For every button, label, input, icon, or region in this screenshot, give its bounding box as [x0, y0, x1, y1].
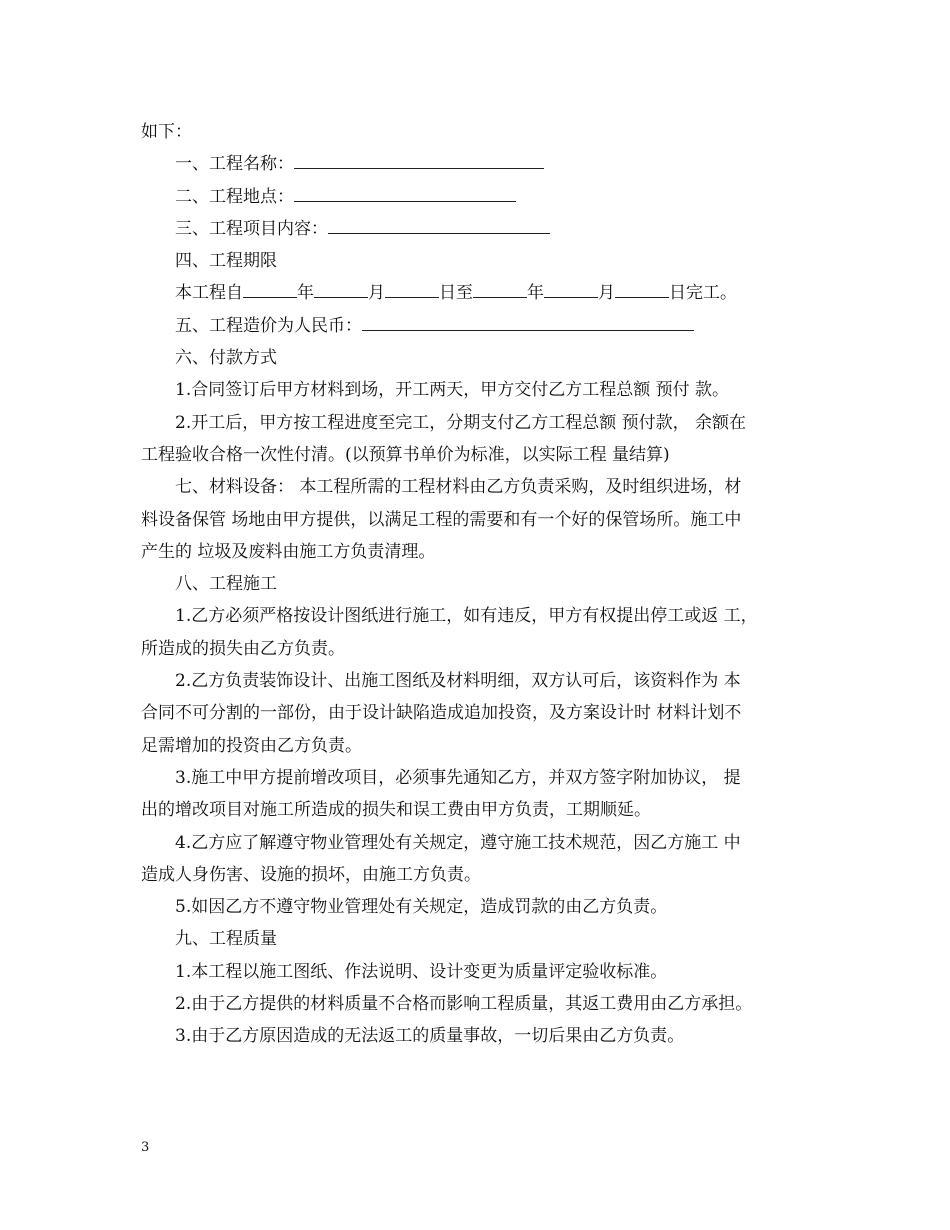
- period-prefix: 本工程自: [175, 283, 243, 304]
- text-line: 如下：: [141, 122, 192, 142]
- text-line: 出的增改项目对施工所造成的损失和误工费由甲方负责，工期顺延。: [141, 800, 651, 821]
- period-month: 月: [368, 283, 385, 304]
- period-end: 日完工。: [669, 283, 737, 304]
- blank-underline[interactable]: [243, 280, 297, 298]
- blank-underline[interactable]: [294, 151, 544, 169]
- field-label: 一、工程名称：: [175, 154, 294, 175]
- field-project-period: [141, 277, 817, 309]
- blank-underline[interactable]: [544, 280, 598, 298]
- text-line: 料设备保管 场地由甲方提供，以满足工程的需要和有一个好的保管场所。施工中: [141, 509, 742, 530]
- field-project-content: [141, 213, 817, 245]
- text-line: 工程验收合格一次性付清。(以预算书单价为标准，以实际工程 量结算): [141, 444, 670, 465]
- blank-underline[interactable]: [473, 280, 527, 298]
- text-line: 2.开工后，甲方按工程进度至完工，分期支付乙方工程总额 预付款， 余额在: [175, 412, 747, 433]
- field-project-name: [141, 148, 817, 180]
- section-heading: 八、工程施工: [175, 574, 277, 595]
- blank-underline[interactable]: [362, 313, 694, 331]
- text-line: 七、材料设备： 本工程所需的工程材料由乙方负责采购，及时组织进场，材: [175, 477, 742, 498]
- page-number: 3: [141, 1140, 150, 1155]
- field-project-cost: [141, 310, 817, 342]
- period-month: 月: [598, 283, 615, 304]
- text-line: 所造成的损失由乙方负责。: [141, 638, 345, 659]
- text-line: 1.乙方必须严格按设计图纸进行施工，如有违反，甲方有权提出停工或返 工，: [175, 606, 758, 627]
- text-line: 3.施工中甲方提前增改项目，必须事先通知乙方，并双方签字附加协议， 提: [175, 767, 741, 788]
- section-heading: 六、付款方式: [175, 348, 277, 369]
- field-label: 二、工程地点：: [175, 186, 294, 207]
- period-year: 年: [297, 283, 314, 304]
- blank-underline[interactable]: [314, 280, 368, 298]
- field-label: 五、工程造价为人民币：: [175, 315, 362, 336]
- blank-underline[interactable]: [385, 280, 439, 298]
- text-line: 造成人身伤害、设施的损坏，由施工方负责。: [141, 864, 481, 885]
- field-label: 三、工程项目内容：: [175, 218, 328, 239]
- document-body: [141, 116, 817, 1053]
- section-heading: 四、工程期限: [175, 251, 277, 272]
- section-heading: 九、工程质量: [175, 929, 277, 950]
- text-line: 2.乙方负责装饰设计、出施工图纸及材料明细，双方认可后，该资料作为 本: [175, 671, 741, 692]
- blank-underline[interactable]: [294, 184, 516, 202]
- text-line: 1.合同签订后甲方材料到场，开工两天，甲方交付乙方工程总额 预付 款。: [175, 380, 730, 401]
- text-line: 5.如因乙方不遵守物业管理处有关规定，造成罚款的由乙方负责。: [175, 897, 668, 918]
- text-line: 4.乙方应了解遵守物业管理处有关规定，遵守施工技术规范，因乙方施工 中: [175, 832, 741, 853]
- period-day-to: 日至: [439, 283, 473, 304]
- text-line: 产生的 垃圾及废料由施工方负责清理。: [141, 541, 436, 562]
- text-line: 1.本工程以施工图纸、作法说明、设计变更为质量评定验收标准。: [175, 961, 668, 982]
- field-project-location: [141, 181, 817, 213]
- text-line: 足需增加的投资由乙方负责。: [141, 735, 362, 756]
- blank-underline[interactable]: [615, 280, 669, 298]
- text-line: 合同不可分割的一部份，由于设计缺陷造成追加投资，及方案设计时 材料计划不: [141, 703, 742, 724]
- blank-underline[interactable]: [328, 216, 550, 234]
- text-line: 2.由于乙方提供的材料质量不合格而影响工程质量，其返工费用由乙方承担。: [175, 994, 753, 1015]
- period-year: 年: [527, 283, 544, 304]
- text-line: 3.由于乙方原因造成的无法返工的质量事故，一切后果由乙方负责。: [175, 1026, 685, 1047]
